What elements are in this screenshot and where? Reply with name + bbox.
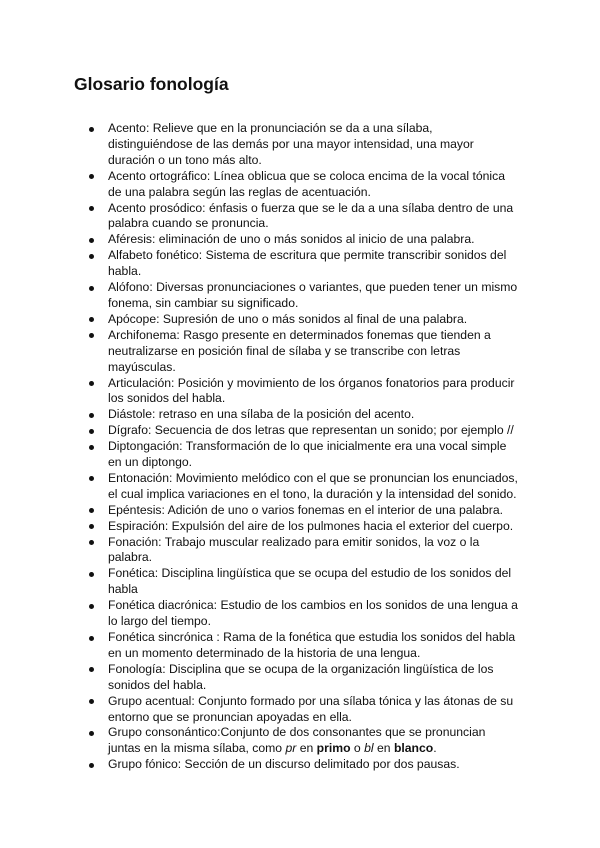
list-item-grupo-consonantico bbox=[0, 725, 520, 757]
list-item: Espiración: Expulsión del aire de los pulmones hacia el exterior del cuerpo. bbox=[0, 519, 520, 535]
list-item: Grupo acentual: Conjunto formado por una sílaba tónica y las átonas de su entorno que se pronuncian apoyadas en ella. bbox=[0, 694, 520, 726]
list-item: Diptongación: Transformación de lo que inicialmente era una vocal simple en un diptongo. bbox=[0, 439, 520, 471]
entry-text: o bbox=[350, 741, 365, 756]
list-item: Aféresis: eliminación de uno o más sonidos al inicio de una palabra. bbox=[0, 232, 520, 248]
list-item: Archifonema: Rasgo presente en determinados fonemas que tienden a neutralizarse en posición final de sílaba y se transcribe con letras mayúsculas. bbox=[0, 328, 520, 376]
list-item: Fonación: Trabajo muscular realizado para emitir sonidos, la voz o la palabra. bbox=[0, 535, 520, 567]
example-italic-pr: pr bbox=[285, 741, 297, 756]
list-item: Dígrafo: Secuencia de dos letras que representan un sonido; por ejemplo // bbox=[0, 423, 520, 439]
entry-text: . bbox=[433, 741, 437, 756]
list-item: Fonética: Disciplina lingüística que se ocupa del estudio de los sonidos del habla bbox=[0, 566, 520, 598]
list-item: Acento ortográfico: Línea oblicua que se coloca encima de la vocal tónica de una palabra según las reglas de acentuación. bbox=[0, 169, 520, 201]
page-title: Glosario fonología bbox=[74, 74, 229, 94]
entry-text: en bbox=[373, 741, 394, 756]
list-item: Fonología: Disciplina que se ocupa de la organización lingüística de los sonidos del habla. bbox=[0, 662, 520, 694]
list-item: Acento: Relieve que en la pronunciación se da a una sílaba, distinguiéndose de las demás por una mayor intensidad, una mayor duración o un tono más alto. bbox=[0, 121, 520, 169]
example-word-blanco: blanco bbox=[393, 741, 434, 756]
list-item: Fonética sincrónica : Rama de la fonética que estudia los sonidos del habla en un momento determinado de la historia de una lengua. bbox=[0, 630, 520, 662]
list-item: Alfabeto fonético: Sistema de escritura que permite transcribir sonidos del habla. bbox=[0, 248, 520, 280]
example-italic-bl: bl bbox=[364, 741, 374, 756]
list-item: Epéntesis: Adición de uno o varios fonemas en el interior de una palabra. bbox=[0, 503, 520, 519]
list-item: Diástole: retraso en una sílaba de la posición del acento. bbox=[0, 407, 520, 423]
glossary-list bbox=[0, 121, 600, 773]
entry-text: Grupo consonántico:Conjunto de dos consonantes que se pronuncian juntas en la misma sílaba, como bbox=[108, 725, 486, 756]
list-item: Acento prosódico: énfasis o fuerza que se le da a una sílaba dentro de una palabra cuando se pronuncia. bbox=[0, 201, 520, 233]
list-item: Fonética diacrónica: Estudio de los cambios en los sonidos de una lengua a lo largo del tiempo. bbox=[0, 598, 520, 630]
list-item: Entonación: Movimiento melódico con el que se pronuncian los enunciados, el cual implica variaciones en el tono, la duración y la intensidad del sonido. bbox=[0, 471, 520, 503]
list-item: Apócope: Supresión de uno o más sonidos al final de una palabra. bbox=[0, 312, 520, 328]
list-item: Grupo fónico: Sección de un discurso delimitado por dos pausas. bbox=[0, 757, 520, 773]
list-item: Articulación: Posición y movimiento de los órganos fonatorios para producir los sonidos del habla. bbox=[0, 376, 520, 408]
entry-text: en bbox=[296, 741, 317, 756]
list-item: Alófono: Diversas pronunciaciones o variantes, que pueden tener un mismo fonema, sin cambiar su significado. bbox=[0, 280, 520, 312]
example-word-primo: primo bbox=[316, 741, 351, 756]
